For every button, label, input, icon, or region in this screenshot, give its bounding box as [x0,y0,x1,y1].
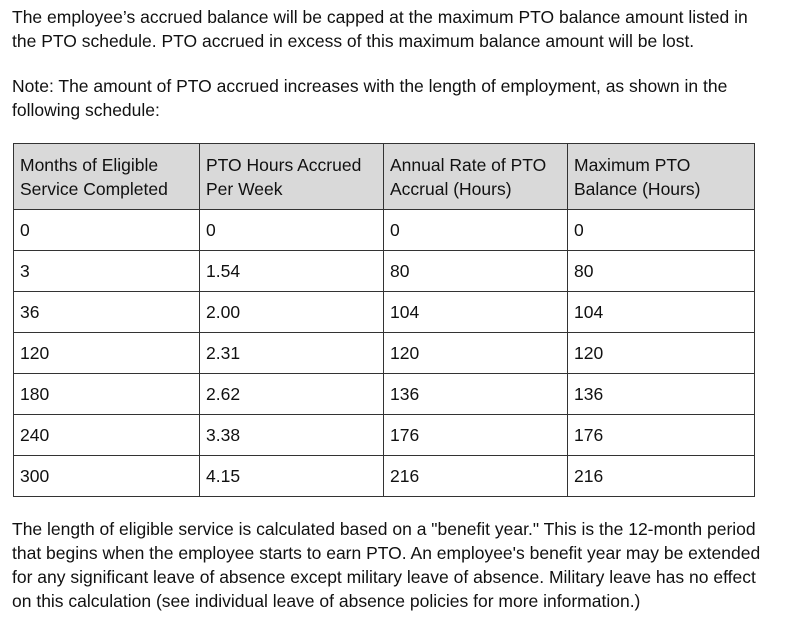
table-header-row [14,144,755,210]
table-cell: 104 [568,292,755,333]
table-cell: 2.00 [200,292,384,333]
header-hours-per-week [200,144,384,210]
header-text: Per Week [206,179,283,199]
benefit-year-line: for any significant leave of absence except military leave of absence. Military leave has no effect [12,567,756,587]
table-cell: 3 [14,251,200,292]
table-row [14,415,755,456]
table-cell: 36 [14,292,200,333]
header-annual-rate [384,144,568,210]
header-text: Months of Eligible [20,155,159,175]
benefit-year-line: The length of eligible service is calculated based on a "benefit year." This is the 12-month period [12,519,756,539]
table-cell: 0 [200,210,384,251]
table-cell: 2.31 [200,333,384,374]
benefit-year-line: on this calculation (see individual leave of absence policies for more information.) [12,591,641,611]
table-cell: 120 [568,333,755,374]
header-text: Service Completed [20,179,168,199]
table-cell: 80 [384,251,568,292]
table-cell: 216 [568,456,755,497]
table-row [14,251,755,292]
table-cell: 136 [568,374,755,415]
table-cell: 104 [384,292,568,333]
table-cell: 80 [568,251,755,292]
header-text: Accrual (Hours) [390,179,512,199]
header-text: PTO Hours Accrued [206,155,362,175]
table-cell: 120 [14,333,200,374]
pto-note-paragraph [12,74,790,122]
header-text: Maximum PTO [574,155,691,175]
table-cell: 180 [14,374,200,415]
table-cell: 240 [14,415,200,456]
table-cell: 1.54 [200,251,384,292]
pto-cap-line: the PTO schedule. PTO accrued in excess of this maximum balance amount will be lost. [12,31,695,51]
table-row [14,292,755,333]
header-text: Annual Rate of PTO [390,155,547,175]
header-months-of-service [14,144,200,210]
table-cell: 120 [384,333,568,374]
pto-note-line: Note: The amount of PTO accrued increases with the length of employment, as shown in the [12,76,728,96]
pto-cap-line: The employee’s accrued balance will be capped at the maximum PTO balance amount listed in [12,7,748,27]
table-cell: 0 [568,210,755,251]
pto-cap-paragraph [12,5,798,53]
header-maximum-balance [568,144,755,210]
table-cell: 0 [14,210,200,251]
pto-schedule-table [13,143,755,497]
table-cell: 4.15 [200,456,384,497]
table-cell: 176 [568,415,755,456]
table-cell: 3.38 [200,415,384,456]
benefit-year-line: that begins when the employee starts to earn PTO. An employee's benefit year may be extended [12,543,761,563]
table-cell: 300 [14,456,200,497]
table-row [14,210,755,251]
table-row [14,374,755,415]
table-row [14,333,755,374]
table-row [14,456,755,497]
table-cell: 0 [384,210,568,251]
table-cell: 176 [384,415,568,456]
header-text: Balance (Hours) [574,179,701,199]
table-cell: 216 [384,456,568,497]
benefit-year-paragraph [12,517,798,613]
table-cell: 2.62 [200,374,384,415]
pto-note-line: following schedule: [12,100,160,120]
table-cell: 136 [384,374,568,415]
